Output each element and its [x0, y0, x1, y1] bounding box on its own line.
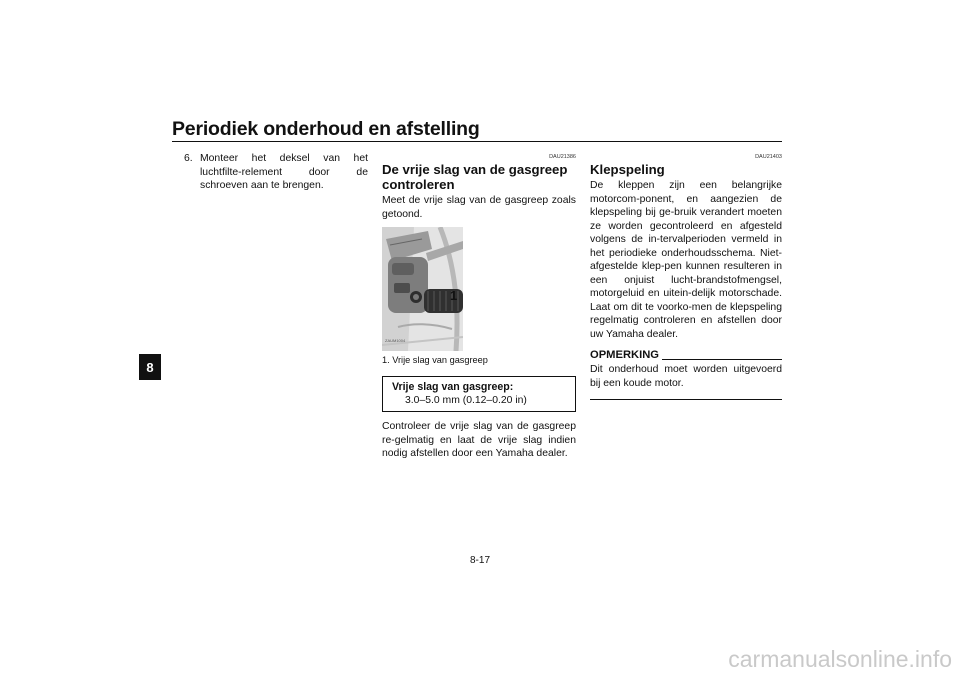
column-1: [184, 152, 368, 193]
spec-box: [382, 376, 576, 412]
note-text: Dit onderhoud moet worden uitgevoerd bij een koude motor.: [590, 364, 782, 389]
spec-label: Vrije slag van gasgreep:: [392, 381, 514, 393]
throttle-grip-figure: [382, 227, 463, 351]
body-paragraph: Controleer de vrije slag van de gasgreep re-gelmatig en laat de vrije slag indien nodig afstellen door een Yamaha dealer.: [382, 421, 576, 459]
note-end-rule: [590, 399, 782, 400]
figure-code: ZAUM1004: [385, 337, 406, 343]
watermark: carmanualsonline.info: [728, 646, 952, 672]
header-rule: [172, 141, 782, 142]
section-code: DAU21403: [755, 154, 782, 160]
figure-callout-1: 1: [450, 288, 458, 303]
page-title: Periodiek onderhoud en afstelling: [172, 118, 480, 140]
section-heading-valves: Klepspeling: [590, 162, 665, 177]
section-code: DAU21386: [549, 154, 576, 160]
page-number: 8-17: [469, 555, 490, 566]
section-heading-throttle: De vrije slag van de gasgreep controleren: [382, 162, 568, 192]
step-number: 6.: [184, 153, 193, 164]
figure-caption: 1. Vrije slag van gasgreep: [382, 355, 488, 365]
column-2: [382, 154, 576, 461]
chapter-tab: 8: [139, 354, 161, 380]
step-6: [184, 152, 368, 193]
body-paragraph: De kleppen zijn een belangrijke motorcom-ponent, en aangezien de klepspeling bij ge-bruik verandert moeten ze worden gecontroleerd en afgesteld volgens de in-tervalperioden vermeld in het periodieke onderhoudsschema. Niet-afgestelde klep-pen kunnen resulteren in een onjuist lucht-brandstofmengsel, motorgeluid en uitein-delijk motorschade. Laat om dit te voorko-men de klepspeling regelmatig controleren en afstellen door uw Yamaha dealer.: [590, 180, 782, 340]
spec-value: 3.0–5.0 mm (0.12–0.20 in): [405, 395, 527, 406]
step-text: Monteer het deksel van het luchtfilte-relement door de schroeven aan te brengen.: [200, 153, 368, 191]
column-3: [590, 154, 782, 400]
note-rule: [662, 359, 782, 360]
note-header: [590, 349, 782, 362]
intro-paragraph: Meet de vrije slag van de gasgreep zoals getoond.: [382, 195, 576, 220]
note-label: OPMERKING: [590, 349, 659, 361]
